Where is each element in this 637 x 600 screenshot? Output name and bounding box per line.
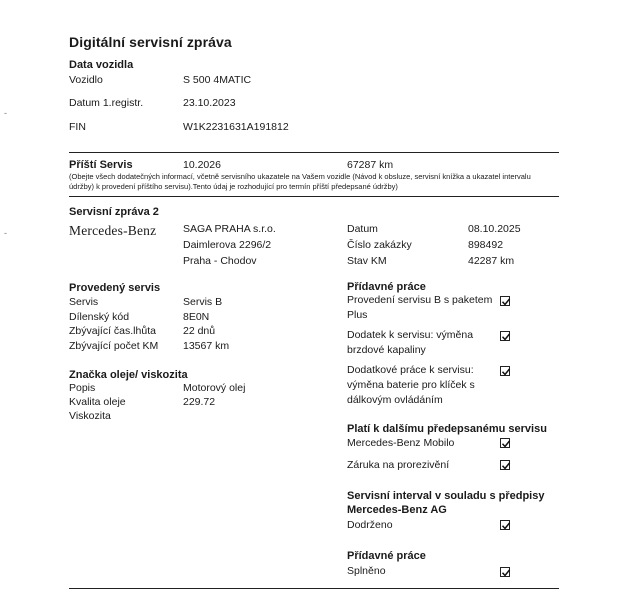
next-planned-checkbox[interactable]: [500, 438, 510, 448]
extra-status: Splněno: [347, 565, 386, 577]
interval-heading: Servisní interval v souladu s předpisy: [347, 490, 545, 502]
fin-value: W1K2231631A191812: [183, 121, 289, 133]
divider: [69, 588, 559, 589]
mileage-label: Stav KM: [347, 255, 387, 267]
scan-mark: -: [4, 108, 7, 118]
order-label: Číslo zakázky: [347, 239, 412, 251]
performed-heading: Provedený servis: [69, 282, 161, 294]
registration-value: 23.10.2023: [183, 97, 236, 109]
dealer-city: Praha - Chodov: [183, 255, 257, 267]
next-service-date: 10.2026: [183, 159, 221, 171]
divider: [69, 152, 559, 153]
additional-work-checkbox[interactable]: [500, 366, 510, 376]
next-planned-checkbox[interactable]: [500, 460, 510, 470]
date-value: 08.10.2025: [468, 223, 521, 235]
remaining-km-value: 13567 km: [183, 340, 230, 352]
remaining-km-label: Zbývající počet KM: [69, 340, 159, 352]
workshop-code-value: 8E0N: [183, 311, 210, 323]
service-label: Servis: [69, 296, 99, 308]
next-planned-item: Mercedes-Benz Mobilo: [347, 437, 455, 449]
vehicle-value: S 500 4MATIC: [183, 74, 252, 86]
next-service-label: Příští Servis: [69, 159, 133, 171]
dealer-street: Daimlerova 2296/2: [183, 239, 272, 251]
remaining-time-value: 22 dnů: [183, 325, 216, 337]
registration-label: Datum 1.registr.: [69, 97, 144, 109]
extra-heading: Přídavné práce: [347, 550, 426, 562]
oil-quality-value: 229.72: [183, 396, 216, 408]
mileage-value: 42287 km: [468, 255, 515, 267]
extra-checkbox[interactable]: [500, 567, 510, 577]
additional-work-item: Dodatek k servisu: výměna brzdové kapaliny: [347, 329, 474, 356]
interval-status: Dodrženo: [347, 519, 393, 531]
fin-label: FIN: [69, 121, 86, 133]
oil-description-value: Motorový olej: [183, 382, 246, 394]
date-label: Datum: [347, 223, 378, 235]
interval-checkbox[interactable]: [500, 520, 510, 530]
order-value: 898492: [468, 239, 504, 251]
additional-work-heading: Přídavné práce: [347, 281, 426, 293]
next-planned-item: Záruka na prorezivění: [347, 459, 450, 471]
oil-heading: Značka oleje/ viskozita: [69, 369, 188, 381]
dealer-name: SAGA PRAHA s.r.o.: [183, 223, 276, 235]
vehicle-heading: Data vozidla: [69, 59, 134, 71]
workshop-code-label: Dílenský kód: [69, 311, 130, 323]
next-planned-heading: Platí k dalšímu předepsanému servisu: [347, 423, 547, 435]
report-heading: Servisní zpráva 2: [69, 206, 159, 218]
vehicle-label: Vozidlo: [69, 74, 103, 86]
remaining-time-label: Zbývající čas.lhůta: [69, 325, 156, 337]
additional-work-checkbox[interactable]: [500, 331, 510, 341]
interval-heading-line2: Mercedes-Benz AG: [347, 504, 447, 516]
divider: [69, 196, 559, 197]
additional-work-checkbox[interactable]: [500, 296, 510, 306]
additional-work-item: Provedení servisu B s paketem Plus: [347, 294, 493, 321]
next-service-note: (Obejte všech dodatečných informací, včetně servisního ukazatele na Vašem vozidle (Návod k obsluze, servisní knížka a ukazatel intervalu údržby) k provedení příštího servisu).Tento údaj je rozhodující pro termín příští předepsané údržby): [69, 172, 531, 191]
page-title: Digitální servisní zpráva: [69, 34, 232, 50]
next-service-km: 67287 km: [347, 159, 394, 171]
service-value: Servis B: [183, 296, 223, 308]
scan-mark: -: [4, 228, 7, 238]
viscosity-label: Viskozita: [69, 410, 111, 422]
oil-quality-label: Kvalita oleje: [69, 396, 126, 408]
oil-description-label: Popis: [69, 382, 96, 394]
brand-logo: Mercedes-Benz: [69, 223, 157, 238]
additional-work-item: Dodatkové práce k servisu: výměna baterie pro klíček s dálkovým ovládáním: [347, 364, 475, 406]
